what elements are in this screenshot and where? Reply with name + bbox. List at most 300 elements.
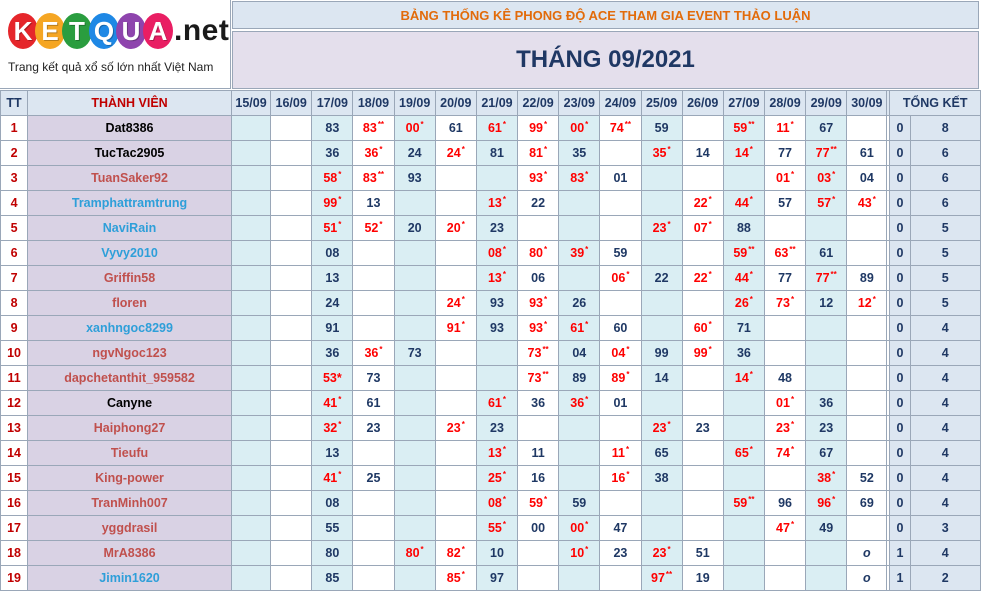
empty-cell <box>231 166 270 191</box>
hit-marker: * <box>708 219 712 229</box>
total-right: 4 <box>910 466 980 491</box>
prediction-value: 48 <box>778 371 792 385</box>
hit-marker: * <box>544 494 548 504</box>
prediction-cell <box>312 216 353 241</box>
hit-marker: * <box>667 144 671 154</box>
hit-marker: * <box>708 269 712 279</box>
prediction-cell <box>764 191 805 216</box>
table-row <box>1 416 981 441</box>
prediction-value: 24 <box>446 296 461 310</box>
prediction-cell <box>559 166 600 191</box>
empty-cell <box>394 466 435 491</box>
prediction-value: 11 <box>531 446 545 460</box>
hit-marker: * <box>544 169 548 179</box>
prediction-cell <box>312 416 353 441</box>
prediction-cell <box>600 316 641 341</box>
prediction-value: 67 <box>819 446 834 460</box>
table-row <box>1 141 981 166</box>
prediction-cell <box>806 166 847 191</box>
empty-cell <box>231 141 270 166</box>
hit-marker: ** <box>748 244 755 254</box>
empty-cell <box>723 541 764 566</box>
empty-cell <box>231 116 270 141</box>
prediction-value: 25 <box>487 471 502 485</box>
member-name: MrA8386 <box>28 541 232 566</box>
hit-marker: * <box>461 144 465 154</box>
empty-cell <box>764 466 805 491</box>
prediction-value: 07 <box>693 221 708 235</box>
prediction-cell <box>435 116 476 141</box>
empty-cell <box>271 366 312 391</box>
prediction-cell <box>806 491 847 516</box>
prediction-value: 99 <box>529 121 543 135</box>
empty-cell <box>641 166 682 191</box>
row-number: 17 <box>1 516 28 541</box>
prediction-value: 08 <box>325 246 340 260</box>
empty-cell <box>682 241 723 266</box>
column-header-total: TỔNG KẾT <box>890 91 981 116</box>
table-row <box>1 366 981 391</box>
prediction-cell <box>476 391 517 416</box>
hit-marker: * <box>420 544 424 554</box>
prediction-cell <box>435 316 476 341</box>
empty-cell <box>353 516 394 541</box>
prediction-value: 13 <box>366 196 381 210</box>
prediction-value: 38 <box>654 471 669 485</box>
empty-cell <box>435 191 476 216</box>
hit-marker: * <box>585 244 589 254</box>
prediction-cell <box>806 116 847 141</box>
prediction-value: 36 <box>325 346 340 360</box>
logo-letter: T <box>62 13 92 49</box>
prediction-cell <box>353 191 394 216</box>
empty-cell <box>847 341 887 366</box>
empty-cell <box>435 366 476 391</box>
prediction-value: 61 <box>859 146 874 160</box>
prediction-cell <box>353 216 394 241</box>
prediction-value: 65 <box>654 446 669 460</box>
prediction-value: 59 <box>654 121 669 135</box>
row-number: 18 <box>1 541 28 566</box>
total-left: 0 <box>890 416 910 441</box>
prediction-cell <box>559 316 600 341</box>
prediction-cell <box>518 391 559 416</box>
prediction-value: 36 <box>325 146 340 160</box>
prediction-value: 22 <box>531 196 546 210</box>
total-left: 0 <box>890 316 910 341</box>
prediction-value: 13 <box>487 446 502 460</box>
row-number: 14 <box>1 441 28 466</box>
total-right: 4 <box>910 366 980 391</box>
empty-cell <box>231 466 270 491</box>
prediction-cell <box>435 566 476 591</box>
prediction-value: 83 <box>362 171 377 185</box>
prediction-value: 24 <box>446 146 461 160</box>
prediction-value: 06 <box>611 271 626 285</box>
prediction-value: 59 <box>733 246 748 260</box>
hit-marker: * <box>832 194 836 204</box>
prediction-cell <box>723 491 764 516</box>
prediction-value: 93 <box>490 296 504 310</box>
prediction-value: 44 <box>734 271 749 285</box>
prediction-cell <box>764 166 805 191</box>
prediction-cell <box>394 541 435 566</box>
prediction-cell <box>847 166 887 191</box>
prediction-cell <box>723 366 764 391</box>
prediction-cell <box>476 266 517 291</box>
hit-marker: * <box>585 119 589 129</box>
table-row <box>1 116 981 141</box>
hit-marker: ** <box>377 169 385 179</box>
hit-marker: * <box>461 419 465 429</box>
prediction-cell <box>764 116 805 141</box>
logo-letter: Q <box>89 13 119 49</box>
hit-marker: * <box>667 544 671 554</box>
empty-cell <box>394 366 435 391</box>
prediction-cell <box>312 141 353 166</box>
member-name: TuanSaker92 <box>28 166 232 191</box>
prediction-value: 23 <box>776 421 790 435</box>
logo-letter: U <box>116 13 146 49</box>
member-name: xanhngoc8299 <box>28 316 232 341</box>
prediction-cell <box>600 341 641 366</box>
prediction-value: 59 <box>529 496 543 510</box>
prediction-cell <box>394 116 435 141</box>
prediction-value: 55 <box>487 521 502 535</box>
empty-cell <box>518 216 559 241</box>
empty-cell <box>518 416 559 441</box>
prediction-value: 23 <box>819 421 834 435</box>
hit-marker: * <box>585 544 589 554</box>
logo-suffix: .net <box>174 14 230 47</box>
prediction-value: 38 <box>817 471 832 485</box>
prediction-value: 80 <box>405 546 420 560</box>
empty-cell <box>847 316 887 341</box>
empty-cell <box>271 141 312 166</box>
prediction-cell <box>353 366 394 391</box>
prediction-cell <box>723 341 764 366</box>
prediction-cell <box>682 341 723 366</box>
empty-cell <box>271 566 312 591</box>
prediction-cell <box>682 216 723 241</box>
empty-cell <box>806 216 847 241</box>
prediction-value: 74 <box>776 446 790 460</box>
prediction-cell <box>682 416 723 441</box>
prediction-value: 91 <box>446 321 461 335</box>
prediction-cell <box>518 116 559 141</box>
logo-tagline: Trang kết quả xổ số lớn nhất Việt Nam <box>8 60 214 74</box>
empty-cell <box>559 266 600 291</box>
total-right: 6 <box>910 141 980 166</box>
prediction-cell <box>476 416 517 441</box>
empty-cell <box>271 466 312 491</box>
empty-cell <box>723 416 764 441</box>
prediction-value: 26 <box>572 296 587 310</box>
row-number: 13 <box>1 416 28 441</box>
prediction-value: 01 <box>776 396 790 410</box>
prediction-value: 11 <box>611 446 625 460</box>
empty-cell <box>682 366 723 391</box>
hit-marker: * <box>585 394 589 404</box>
prediction-value: 97 <box>490 571 504 585</box>
hit-marker: * <box>749 194 753 204</box>
empty-cell <box>353 441 394 466</box>
member-name: ngvNgoc123 <box>28 341 232 366</box>
prediction-value: 11 <box>776 121 790 135</box>
prediction-cell <box>600 466 641 491</box>
prediction-value: 60 <box>693 321 708 335</box>
prediction-value: 32 <box>323 421 338 435</box>
prediction-value: 59 <box>572 496 587 510</box>
empty-cell <box>435 341 476 366</box>
prediction-value: 69 <box>859 496 874 510</box>
prediction-cell <box>312 241 353 266</box>
empty-cell <box>271 166 312 191</box>
empty-cell <box>559 216 600 241</box>
empty-cell <box>518 541 559 566</box>
empty-cell <box>394 316 435 341</box>
total-right: 5 <box>910 241 980 266</box>
prediction-cell <box>682 266 723 291</box>
member-name: Tramphattramtrung <box>28 191 232 216</box>
prediction-value: 83 <box>362 121 377 135</box>
prediction-cell <box>764 491 805 516</box>
empty-cell <box>600 191 641 216</box>
hit-marker: * <box>625 444 630 454</box>
table-row <box>1 216 981 241</box>
empty-cell <box>723 566 764 591</box>
prediction-value: 96 <box>778 496 792 510</box>
hit-marker: * <box>502 194 506 204</box>
prediction-value: 73 <box>776 296 790 310</box>
prediction-cell <box>312 266 353 291</box>
prediction-value: 19 <box>695 571 710 585</box>
empty-cell <box>682 466 723 491</box>
prediction-value: 14 <box>695 146 710 160</box>
empty-cell <box>806 341 847 366</box>
prediction-value: 93 <box>529 171 543 185</box>
prediction-value: 74 <box>609 121 624 135</box>
member-name: NaviRain <box>28 216 232 241</box>
total-left: 0 <box>890 441 910 466</box>
empty-cell <box>231 341 270 366</box>
ketqua-logo[interactable] <box>0 0 231 89</box>
prediction-cell <box>764 141 805 166</box>
prediction-value: 73 <box>407 346 422 360</box>
total-right: 5 <box>910 291 980 316</box>
prediction-value: 23 <box>446 421 461 435</box>
hit-marker: * <box>790 119 794 129</box>
empty-cell <box>435 266 476 291</box>
empty-cell <box>271 316 312 341</box>
empty-cell <box>231 266 270 291</box>
prediction-value: 36 <box>819 396 834 410</box>
column-header-date: 16/09 <box>271 91 312 116</box>
hit-marker: * <box>338 169 342 179</box>
prediction-value: 91 <box>325 321 340 335</box>
table-row <box>1 441 981 466</box>
column-header-date: 29/09 <box>806 91 847 116</box>
hit-marker: * <box>461 294 465 304</box>
empty-cell <box>353 541 394 566</box>
hit-marker: * <box>832 494 836 504</box>
prediction-cell <box>394 141 435 166</box>
prediction-value: 13 <box>487 271 502 285</box>
hit-marker: * <box>667 219 671 229</box>
month-title: THÁNG 09/2021 <box>232 31 979 89</box>
column-header-date: 19/09 <box>394 91 435 116</box>
prediction-cell <box>518 166 559 191</box>
total-left: 0 <box>890 116 910 141</box>
prediction-value: 16 <box>611 471 626 485</box>
hit-marker: * <box>420 119 424 129</box>
hit-marker: * <box>502 444 506 454</box>
row-number: 10 <box>1 341 28 366</box>
prediction-value: 43 <box>857 196 872 210</box>
prediction-cell <box>476 441 517 466</box>
prediction-cell <box>476 541 517 566</box>
column-header-date: 17/09 <box>312 91 353 116</box>
prediction-value: 23 <box>652 221 667 235</box>
row-number: 7 <box>1 266 28 291</box>
member-name: dapchetanthit_959582 <box>28 366 232 391</box>
prediction-cell <box>312 316 353 341</box>
table-row <box>1 316 981 341</box>
prediction-cell <box>518 491 559 516</box>
stats-table <box>0 90 981 591</box>
prediction-value: 61 <box>487 396 502 410</box>
prediction-value: 99 <box>693 346 708 360</box>
empty-cell <box>231 441 270 466</box>
empty-cell <box>435 466 476 491</box>
prediction-cell <box>353 466 394 491</box>
prediction-value: 77 <box>815 146 830 160</box>
prediction-value: 61 <box>487 121 502 135</box>
prediction-cell <box>559 291 600 316</box>
prediction-value: 36 <box>364 146 379 160</box>
hit-marker: * <box>379 144 383 154</box>
column-header-tt: TT <box>1 91 28 116</box>
prediction-value: 85 <box>325 571 340 585</box>
empty-cell <box>847 416 887 441</box>
empty-cell <box>435 491 476 516</box>
row-number: 9 <box>1 316 28 341</box>
prediction-cell <box>476 116 517 141</box>
prediction-cell <box>312 116 353 141</box>
empty-cell <box>231 216 270 241</box>
prediction-value: 13 <box>325 446 340 460</box>
empty-cell <box>353 291 394 316</box>
empty-cell <box>682 116 723 141</box>
prediction-value: 24 <box>325 296 340 310</box>
prediction-cell <box>353 416 394 441</box>
empty-cell <box>806 566 847 591</box>
prediction-value: 57 <box>778 196 792 210</box>
member-name: Dat8386 <box>28 116 232 141</box>
prediction-value: 89 <box>859 271 874 285</box>
prediction-cell <box>559 366 600 391</box>
prediction-value: 52 <box>364 221 379 235</box>
column-header-date: 22/09 <box>518 91 559 116</box>
prediction-value: 39 <box>570 246 585 260</box>
table-row <box>1 266 981 291</box>
empty-cell <box>476 366 517 391</box>
prediction-value: 00 <box>570 521 585 535</box>
prediction-value: 41 <box>323 396 338 410</box>
prediction-value: 59 <box>613 246 628 260</box>
column-header-date: 26/09 <box>682 91 723 116</box>
empty-cell <box>231 191 270 216</box>
empty-cell <box>641 191 682 216</box>
total-right: 6 <box>910 191 980 216</box>
empty-cell <box>600 416 641 441</box>
hit-marker: ** <box>542 369 549 379</box>
empty-cell <box>353 316 394 341</box>
empty-cell <box>559 441 600 466</box>
empty-cell <box>641 316 682 341</box>
empty-cell <box>394 416 435 441</box>
prediction-cell <box>435 416 476 441</box>
empty-cell <box>394 291 435 316</box>
prediction-value: 36 <box>531 396 546 410</box>
empty-cell <box>394 491 435 516</box>
member-name: Tieufu <box>28 441 232 466</box>
prediction-cell <box>641 541 682 566</box>
row-number: 3 <box>1 166 28 191</box>
prediction-value: 85 <box>446 571 461 585</box>
prediction-cell <box>476 566 517 591</box>
column-header-member: THÀNH VIÊN <box>28 91 232 116</box>
empty-cell <box>723 516 764 541</box>
empty-cell <box>231 541 270 566</box>
member-name: yggdrasil <box>28 516 232 541</box>
prediction-value: 83 <box>325 121 340 135</box>
prediction-cell <box>559 516 600 541</box>
hit-marker: * <box>872 194 876 204</box>
prediction-cell <box>435 216 476 241</box>
prediction-cell <box>723 216 764 241</box>
total-left: 1 <box>890 541 910 566</box>
column-header-date: 18/09 <box>353 91 394 116</box>
prediction-cell <box>806 391 847 416</box>
column-header-date: 25/09 <box>641 91 682 116</box>
page-title: BẢNG THỐNG KÊ PHONG ĐỘ ACE THAM GIA EVENT THẢO LUẬN <box>232 1 979 29</box>
empty-cell <box>682 441 723 466</box>
prediction-value: 93 <box>490 321 504 335</box>
prediction-cell <box>559 341 600 366</box>
prediction-value: 13 <box>325 271 340 285</box>
hit-marker: * <box>872 294 876 304</box>
prediction-value: 73 <box>527 346 542 360</box>
total-right: 8 <box>910 116 980 141</box>
prediction-value: 77 <box>778 146 792 160</box>
prediction-cell <box>806 141 847 166</box>
prediction-value: 63 <box>774 246 789 260</box>
empty-cell <box>231 566 270 591</box>
empty-cell <box>764 566 805 591</box>
prediction-cell <box>847 466 887 491</box>
table-row <box>1 566 981 591</box>
column-header-date: 23/09 <box>559 91 600 116</box>
prediction-value: 13 <box>487 196 502 210</box>
prediction-cell <box>518 141 559 166</box>
hit-marker: * <box>749 144 753 154</box>
prediction-cell <box>518 191 559 216</box>
prediction-value: 23 <box>652 421 667 435</box>
prediction-cell <box>518 316 559 341</box>
hit-marker: * <box>626 269 630 279</box>
empty-cell <box>723 166 764 191</box>
